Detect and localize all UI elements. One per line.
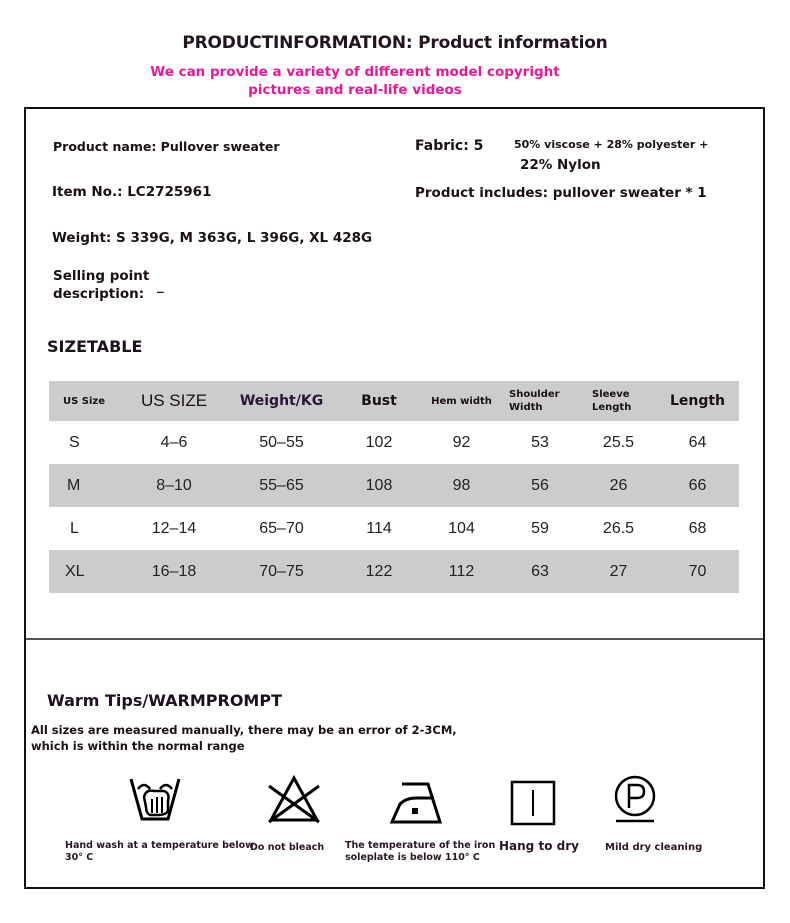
cell-us-size: 12–14 [151, 519, 197, 537]
cell-shoulder: 56 [499, 464, 581, 507]
mild-dry-clean-icon [612, 774, 658, 824]
cell-us-size: 16–18 [119, 550, 229, 593]
header-shoulder-width [499, 381, 581, 421]
care-label-hand-wash-line2: 30° C [65, 852, 94, 863]
cell-sleeve: 26.5 [602, 519, 635, 537]
care-label-hand-wash [65, 840, 254, 864]
cell-size: L [70, 519, 79, 537]
selling-point-value: _ [157, 278, 164, 294]
cell-hem: 104 [448, 519, 475, 537]
size-table-header [49, 381, 739, 421]
cell-length: 66 [656, 464, 739, 507]
header-sleeve-length [581, 381, 656, 421]
selling-point-label [53, 267, 149, 303]
iron-low-icon [388, 780, 444, 826]
cell-hem: 92 [452, 433, 471, 451]
selling-point-line1: Selling point [53, 268, 150, 284]
warm-tips-note-line2: which is within the normal range [31, 739, 245, 753]
cell-sleeve: 27 [581, 550, 656, 593]
table-row-s [49, 421, 739, 464]
cell-size: XL [49, 550, 119, 593]
cell-length: 68 [688, 519, 707, 537]
cell-bust: 108 [334, 464, 424, 507]
promo-text-line1: We can provide a variety of different model copyright [150, 64, 560, 80]
size-table-title: SIZETABLE [47, 337, 143, 356]
cell-us-size: 4–6 [160, 433, 188, 451]
care-label-hang-dry: Hang to dry [499, 839, 579, 853]
cell-weight: 50–55 [259, 433, 304, 451]
cell-size: M [49, 464, 119, 507]
hand-wash-icon [128, 775, 182, 825]
header-hem-width: Hem width [424, 381, 499, 421]
product-name: Product name: Pullover sweater [53, 139, 280, 154]
cell-bust: 122 [334, 550, 424, 593]
product-includes: Product includes: pullover sweater * 1 [415, 185, 707, 201]
cell-size: S [69, 433, 80, 451]
care-label-no-bleach: Do not bleach [250, 842, 325, 853]
header-length: Length [656, 381, 739, 421]
weight-info: Weight: S 339G, M 363G, L 396G, XL 428G [52, 230, 373, 246]
warm-tips-title: Warm Tips/WARMPROMPT [47, 691, 282, 710]
cell-weight: 65–70 [259, 519, 304, 537]
cell-length: 70 [656, 550, 739, 593]
cell-shoulder: 59 [531, 519, 549, 537]
hang-dry-icon [510, 780, 556, 826]
cell-us-size: 8–10 [119, 464, 229, 507]
fabric-label: Fabric: 5 [415, 138, 484, 154]
fabric-composition-line1: 50% viscose + 28% polyester + [514, 138, 709, 151]
care-label-iron [345, 840, 495, 864]
header-sleeve-line2: Length [592, 402, 632, 413]
header-weight: Weight/KG [229, 381, 334, 421]
no-bleach-icon [265, 772, 323, 826]
cell-weight: 70–75 [229, 550, 334, 593]
warm-tips-note-line1: All sizes are measured manually, there may be an error of 2-3CM, [31, 723, 457, 737]
cell-length: 64 [688, 433, 707, 451]
cell-weight: 55–65 [229, 464, 334, 507]
cell-shoulder: 53 [531, 433, 549, 451]
cell-hem: 112 [424, 550, 499, 593]
cell-bust: 114 [366, 519, 392, 537]
selling-point-line2: description: [53, 286, 145, 302]
header-us-size-upper: US SIZE [119, 381, 229, 421]
care-label-dry-clean: Mild dry cleaning [605, 842, 703, 853]
item-number: Item No.: LC2725961 [52, 184, 212, 200]
care-label-iron-line1: The temperature of the iron [345, 840, 496, 851]
warm-tips-note [31, 722, 457, 754]
header-sleeve-line1: Sleeve [592, 389, 630, 400]
table-row-xl [49, 550, 739, 593]
cell-sleeve: 25.5 [602, 433, 635, 451]
size-table [49, 381, 739, 593]
header-shoulder-line1: Shoulder [509, 389, 560, 400]
section-divider [26, 638, 763, 640]
cell-bust: 102 [365, 433, 393, 451]
table-row-m [49, 464, 739, 507]
promo-text-line2: pictures and real-life videos [248, 82, 462, 98]
header-bust: Bust [334, 381, 424, 421]
header-us-size: US Size [49, 381, 119, 421]
header-shoulder-line2: Width [509, 402, 543, 413]
cell-shoulder: 63 [499, 550, 581, 593]
care-label-hand-wash-line1: Hand wash at a temperature below [65, 840, 254, 851]
care-label-iron-line2: soleplate is below 110° C [345, 852, 480, 863]
page-title: PRODUCTINFORMATION: Product information [182, 33, 608, 53]
fabric-composition-line2: 22% Nylon [520, 157, 601, 173]
cell-sleeve: 26 [581, 464, 656, 507]
table-row-l [49, 507, 739, 550]
cell-hem: 98 [424, 464, 499, 507]
